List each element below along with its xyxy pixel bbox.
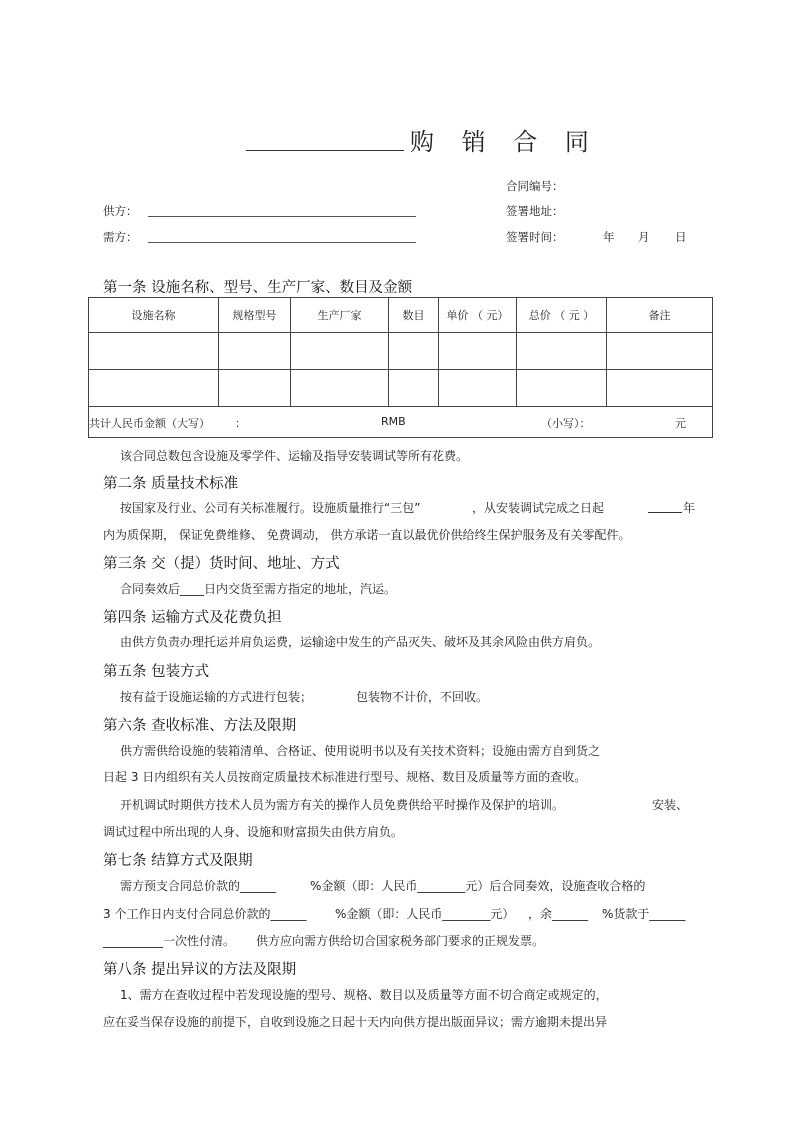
article2-heading: 第二条 质量技术标准 <box>103 476 239 492</box>
rmb-label: RMB <box>381 415 406 428</box>
table-cell <box>89 370 219 407</box>
goods-table <box>88 297 713 438</box>
title-blank-line <box>246 150 404 151</box>
table-total-row <box>89 407 713 438</box>
table-cell <box>517 333 607 370</box>
table-cell <box>291 333 389 370</box>
total-cell <box>89 407 713 438</box>
article6-line4: 调试过程中所出现的人身、设施和财富损失由供方肩负。 <box>103 825 404 839</box>
article7-line2b: %金额（即：人民币________元） <box>335 907 515 921</box>
article6-line2: 日起 3 日内组织有关人员按商定质量技术标准进行型号、规格、数目及质量等方面的查收。 <box>103 770 587 784</box>
article2-line2: 内为质保期， 保证免费维修、 免费调动， 供方承诺一直以最优价供给终生保护服务及有关零配件。 <box>103 528 631 542</box>
article7-line1b: %金额（即：人民币________元）后合同奏效，设施查收合格的 <box>310 879 646 893</box>
table-cell <box>291 370 389 407</box>
article2-year: 年 <box>683 501 696 515</box>
contract-no-label: 合同编号： <box>506 179 564 193</box>
article7-line2c: ，余______ <box>528 907 589 921</box>
article8-heading: 第八条 提出异议的方法及限期 <box>103 962 297 978</box>
article7-line3b: 供方应向需方供给切合国家税务部门要求的正规发票。 <box>256 934 545 948</box>
table-cell <box>439 370 517 407</box>
article7-line2d: %货款于______ <box>602 907 686 921</box>
table-cell <box>389 370 439 407</box>
warranty-years-blank <box>648 512 682 513</box>
page-title: 购 销 合 同 <box>410 128 599 156</box>
table-row <box>89 370 713 407</box>
article4-line1: 由供方负责办理托运并肩负运费，运输途中发生的产品灭失、破坏及其余风险由供方肩负。 <box>120 635 601 649</box>
table-cell <box>89 333 219 370</box>
supplier-label: 供方： <box>103 204 138 218</box>
article7-line3: __________一次性付清。 <box>103 934 236 948</box>
article3-heading: 第三条 交（提）货时间、地址、方式 <box>103 556 340 572</box>
article6-line3b: 安装、 <box>652 798 689 812</box>
table-cell <box>389 333 439 370</box>
table-header-cell: 数目 <box>389 298 439 333</box>
year-label: 年 <box>603 230 615 244</box>
article4-heading: 第四条 运输方式及花费负担 <box>103 610 282 626</box>
total-colon: ： <box>235 417 246 430</box>
table-cell <box>517 370 607 407</box>
article6-heading: 第六条 查收标准、方法及限期 <box>103 718 297 734</box>
article1-note: 该合同总数包含设施及零学件、运输及指导安装调试等所有花费。 <box>120 449 469 463</box>
table-header-cell: 备注 <box>607 298 713 333</box>
table-cell <box>219 370 291 407</box>
buyer-label: 需方： <box>103 230 138 244</box>
article7-line1: 需方预支合同总价款的______ <box>120 879 277 893</box>
article7-heading: 第七条 结算方式及限期 <box>103 853 253 869</box>
table-cell <box>219 333 291 370</box>
article6-line1: 供方需供给设施的装箱清单、合格证、使用说明书以及有关技术资料；设施由需方自到货之 <box>120 744 601 758</box>
month-label: 月 <box>638 230 650 244</box>
article3-line1: 合同奏效后____日内交货至需方指定的地址，汽运。 <box>120 582 397 596</box>
total-label: 共计人民币金额（大写） <box>89 417 210 430</box>
supplier-blank <box>148 216 416 217</box>
yuan-label: 元 <box>675 417 686 430</box>
table-header-cell: 单价 （ 元） <box>439 298 517 333</box>
article2-line1b: ，从安装调试完成之日起 <box>472 501 605 515</box>
article8-line1: 1、需方在查收过程中若发现设施的型号、规格、数目以及质量等方面不切合商定或规定的， <box>120 988 608 1002</box>
small-amount-label: （小写）： <box>541 417 591 430</box>
buyer-blank <box>148 242 416 243</box>
article1-heading: 第一条 设施名称、型号、生产厂家、数目及金额 <box>103 280 413 296</box>
article5-line1: 按有益于设施运输的方式进行包装； <box>120 690 313 704</box>
table-cell <box>607 370 713 407</box>
article8-line2: 应在妥当保存设施的前提下，自收到设施之日起十天内向供方提出版面异议；需方逾期未提出异 <box>103 1015 608 1029</box>
sign-time-label: 签署时间： <box>506 230 564 244</box>
table-header-cell: 总价 （ 元 ） <box>517 298 607 333</box>
day-label: 日 <box>675 230 687 244</box>
article7-line2: 3 个工作日内支付合同总价款的______ <box>103 907 307 921</box>
article6-line3: 开机调试时期供方技术人员为需方有关的操作人员免费供给平时操作及保护的培训。 <box>120 798 565 812</box>
table-header-cell: 规格型号 <box>219 298 291 333</box>
table-header-row <box>89 298 713 333</box>
table-header-cell: 设施名称 <box>89 298 219 333</box>
sign-place-label: 签署地址： <box>506 204 564 218</box>
table-cell <box>607 333 713 370</box>
article2-line1: 按国家及行业、公司有关标准履行。设施质量推行“三包” <box>120 501 421 515</box>
table-row <box>89 333 713 370</box>
table-cell <box>439 333 517 370</box>
article5-heading: 第五条 包装方式 <box>103 664 210 680</box>
article5-line1b: 包装物不计价，不回收。 <box>356 690 489 704</box>
table-header-cell: 生产厂家 <box>291 298 389 333</box>
